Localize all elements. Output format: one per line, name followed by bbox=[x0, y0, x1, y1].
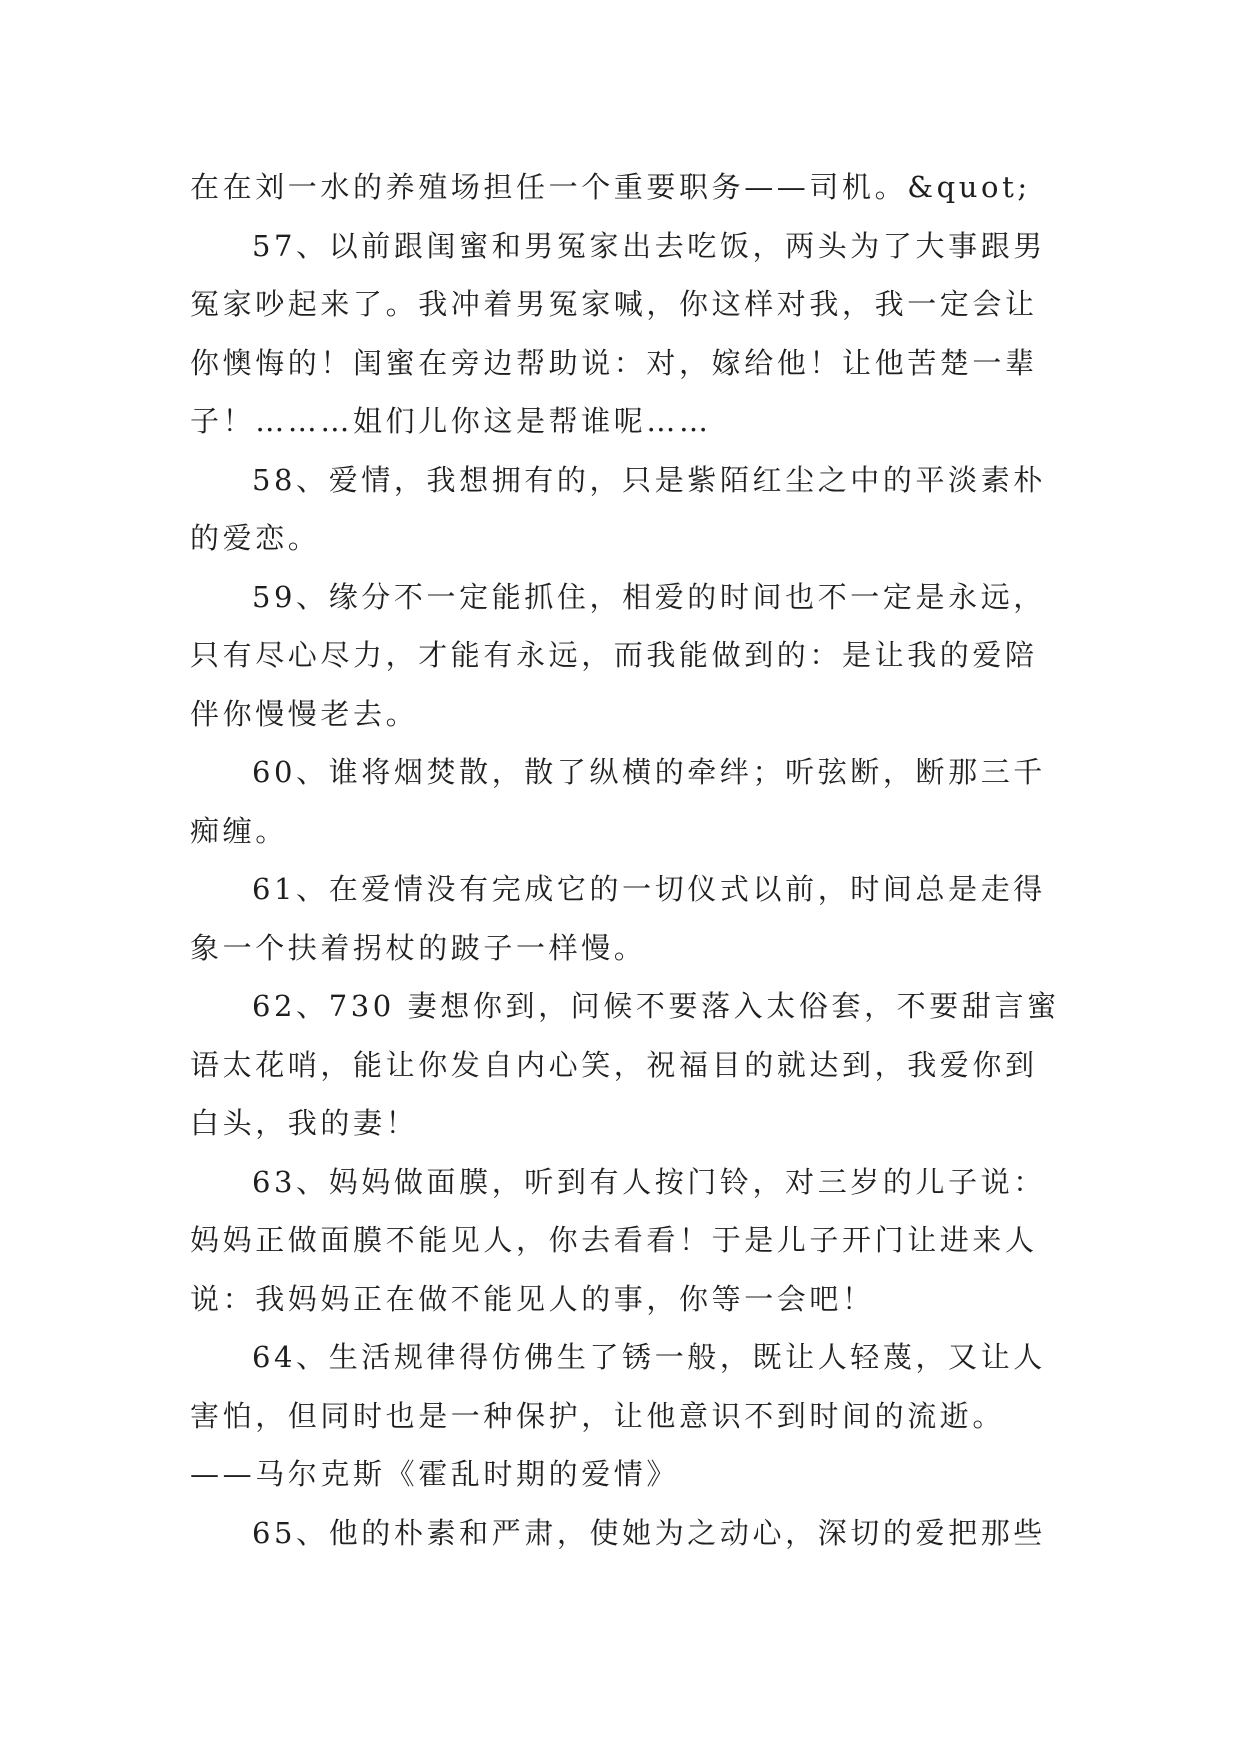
paragraph-line: 子！………姐们儿你这是帮谁呢…… bbox=[190, 404, 712, 438]
paragraph-line: 58、爱情，我想拥有的，只是紫陌红尘之中的平淡素朴 bbox=[252, 462, 1046, 497]
paragraph-line: 59、缘分不一定能抓住，相爱的时间也不一定是永远， bbox=[252, 579, 1046, 614]
paragraph-line: 57、以前跟闺蜜和男冤家出去吃饭，两头为了大事跟男 bbox=[252, 228, 1046, 263]
paragraph-line: 害怕，但同时也是一种保护，让他意识不到时间的流逝。 bbox=[190, 1398, 1006, 1433]
paragraph-line: 说：我妈妈正在做不能见人的事，你等一会吧！ bbox=[190, 1281, 875, 1316]
paragraph-line: ——马尔克斯《霍乱时期的爱情》 bbox=[190, 1457, 680, 1491]
paragraph-line: 象一个扶着拐杖的跛子一样慢。 bbox=[190, 930, 647, 965]
paragraph-line: 你懊悔的！闺蜜在旁边帮助说：对，嫁给他！让他苦楚一辈 bbox=[190, 345, 1038, 380]
paragraph-line: 61、在爱情没有完成它的一切仪式以前，时间总是走得 bbox=[252, 872, 1046, 906]
paragraph-line: 冤家吵起来了。我冲着男冤家喊，你这样对我，我一定会让 bbox=[190, 287, 1038, 321]
paragraph-line: 只有尽心尽力，才能有永远，而我能做到的：是让我的爱陪 bbox=[190, 638, 1038, 672]
paragraph-line: 60、谁将烟焚散，散了纵横的牵绊；听弦断，断那三千 bbox=[252, 755, 1046, 789]
paragraph-line: 妈妈正做面膜不能见人，你去看看！于是儿子开门让进来人 bbox=[190, 1223, 1038, 1257]
paragraph-line: 62、730 妻想你到，问候不要落入太俗套，不要甜言蜜 bbox=[252, 989, 1060, 1023]
paragraph-line: 的爱恋。 bbox=[190, 521, 321, 555]
paragraph-line: 63、妈妈做面膜，听到有人按门铃，对三岁的儿子说： bbox=[252, 1164, 1046, 1199]
paragraph-line: 痴缠。 bbox=[190, 813, 288, 848]
paragraph-line: 语太花哨，能让你发自内心笑，祝福目的就达到，我爱你到 bbox=[190, 1047, 1038, 1082]
paragraph-line: 在在刘一水的养殖场担任一个重要职务——司机。&quot; bbox=[190, 170, 1031, 204]
paragraph-line: 伴你慢慢老去。 bbox=[190, 696, 419, 731]
paragraph-line: 65、他的朴素和严肃，使她为之动心，深切的爱把那些 bbox=[252, 1515, 1046, 1550]
document-body bbox=[190, 158, 1070, 1562]
paragraph-line: 64、生活规律得仿佛生了锈一般，既让人轻蔑，又让人 bbox=[252, 1340, 1046, 1374]
paragraph-line: 白头，我的妻！ bbox=[190, 1106, 419, 1140]
